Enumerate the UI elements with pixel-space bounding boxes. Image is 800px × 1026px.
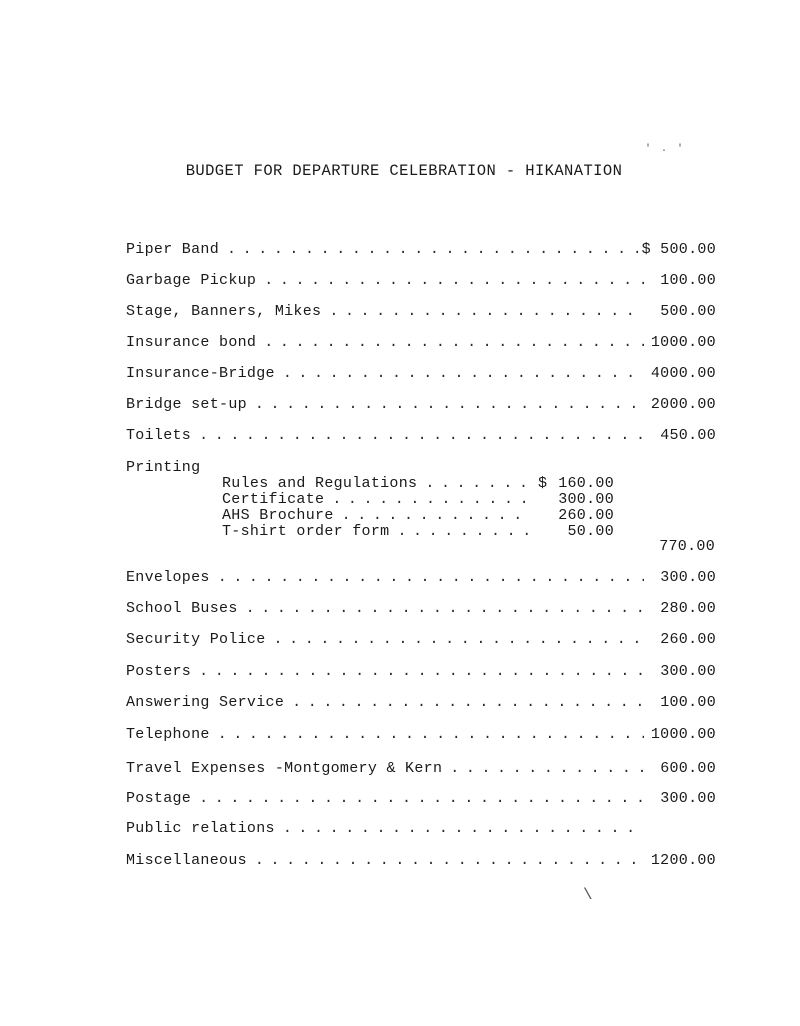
printing-sub-item [222,491,614,507]
sub-item-amount: 260.00 [558,507,614,524]
dot-leader [342,507,532,524]
sub-item-amount: 50.00 [567,523,614,540]
budget-line-telephone [126,726,716,746]
sub-item-label: T-shirt order form [222,523,390,540]
dot-leader [255,852,644,869]
budget-line-travel-expenses [126,760,716,780]
line-label: Posters [126,663,192,680]
budget-line-toilets [126,427,716,447]
line-amount: 300.00 [660,569,716,586]
line-label: Travel Expenses -Montgomery & Kern [126,760,443,777]
dot-leader [218,726,644,743]
line-label: Insurance-Bridge [126,365,275,382]
budget-line-security-police [126,631,716,651]
line-label: Postage [126,790,192,807]
line-label: Telephone [126,726,210,743]
line-amount: 450.00 [660,427,716,444]
budget-line-stage-banners-mikes [126,303,716,323]
line-amount: 300.00 [660,790,716,807]
dot-leader [283,820,644,837]
line-amount: 1200.00 [650,852,716,869]
currency-symbol: $ [538,475,548,492]
dot-leader [264,272,644,289]
budget-line-answering-service [126,694,716,714]
budget-line-bridge-set-up [126,396,716,416]
line-label: Miscellaneous [126,852,247,869]
budget-line-public-relations [126,820,716,840]
line-label: Insurance bond [126,334,257,351]
dot-leader [199,427,644,444]
printing-sub-item [222,507,614,523]
line-label: Printing [126,459,201,476]
line-amount: $ 500.00 [641,241,716,258]
line-amount: 280.00 [660,600,716,617]
dot-leader [397,523,532,540]
printing-breakdown [222,475,614,539]
dot-leader [425,475,532,492]
dot-leader [199,790,644,807]
document-title: BUDGET FOR DEPARTURE CELEBRATION - HIKANATION [185,162,623,180]
budget-line-school-buses [126,600,716,620]
printing-total: 770.00 [659,538,715,555]
line-amount: 4000.00 [650,365,716,382]
budget-line-postage [126,790,716,810]
sub-item-amount: 300.00 [558,491,614,508]
corner-mark: ' . ' [645,144,686,155]
line-amount: 100.00 [660,272,716,289]
dot-leader [199,663,644,680]
dot-leader [332,491,532,508]
budget-line-miscellaneous [126,852,716,872]
dot-leader [274,631,644,648]
line-amount: 600.00 [660,760,716,777]
dot-leader [218,569,644,586]
line-label: Stage, Banners, Mikes [126,303,322,320]
line-amount: 100.00 [660,694,716,711]
dot-leader [255,396,644,413]
printing-sub-item [222,523,614,539]
line-label: Envelopes [126,569,210,586]
budget-line-insurance-bridge [126,365,716,385]
budget-line-posters [126,663,716,683]
dot-leader [246,600,644,617]
line-amount: 2000.00 [650,396,716,413]
budget-line-piper-band [126,241,716,261]
stray-pen-mark: \ [583,886,593,904]
line-label: Security Police [126,631,266,648]
line-label: Toilets [126,427,192,444]
dot-leader [329,303,644,320]
line-label: Public relations [126,820,275,837]
dot-leader [227,241,638,258]
dot-leader [283,365,644,382]
sub-item-amount: 160.00 [558,475,614,492]
dot-leader [450,760,644,777]
sub-item-label: Rules and Regulations [222,475,418,492]
line-amount: 500.00 [660,303,716,320]
line-amount: 1000.00 [650,726,716,743]
line-amount: 1000.00 [650,334,716,351]
budget-line-insurance-bond [126,334,716,354]
sub-item-label: Certificate [222,491,325,508]
line-amount: 300.00 [660,663,716,680]
line-label: Bridge set-up [126,396,247,413]
budget-line-garbage-pickup [126,272,716,292]
dot-leader [264,334,644,351]
printing-sub-item [222,475,614,491]
budget-line-envelopes [126,569,716,589]
line-label: Answering Service [126,694,285,711]
line-label: School Buses [126,600,238,617]
line-label: Garbage Pickup [126,272,257,289]
dot-leader [292,694,644,711]
line-label: Piper Band [126,241,220,258]
line-amount: 260.00 [660,631,716,648]
sub-item-label: AHS Brochure [222,507,334,524]
